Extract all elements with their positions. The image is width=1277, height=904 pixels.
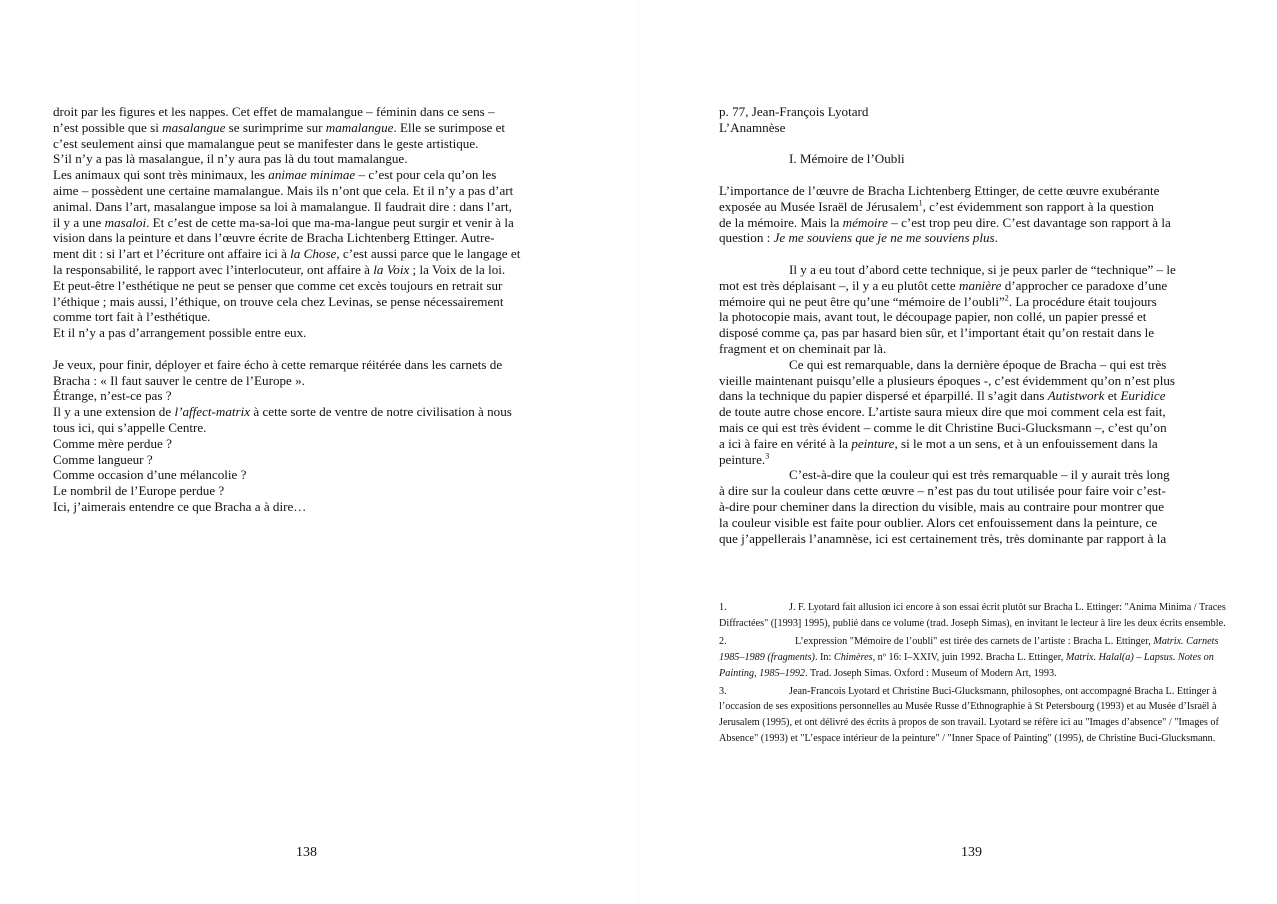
left-page-body-text: [53, 104, 551, 515]
footnote-number: 3.: [719, 685, 727, 697]
text-line: tous ici, qui s’appelle Centre.: [53, 419, 207, 435]
text-line: S’il n’y a pas là masalangue, il n’y aura pas là du tout mamalangue.: [53, 151, 408, 167]
text-line: c’est seulement ainsi que mamalangue peut se manifester dans le geste artistique.: [53, 135, 479, 151]
chapter-title: L’Anamnèse: [719, 119, 786, 135]
italic-text: manière: [959, 277, 1002, 293]
footnote: 3. Jean-Francois Lyotard et Christine Buci-Glucksmann, philosophes, ont accompagné Bracha L. Ettinger à l’occasion de ses expositions personnelles au Musée Russe d’Ethnographie à St Petersbourg (1993) et au Musée d’Israël à Jerusalem (1995), et ont délivré des écrits à propos de son travail. Lyotard se réfère ici au "Images d’absence" / "Images of Absence" (1993) et "L’espace intérieur de la peinture" / "Inner Space of Painting" (1995), de Christine Buci-Glucksmann.: [719, 685, 1219, 745]
text-line: vision dans la peinture et dans l’œuvre écrite de Bracha Lichtenberg Ettinger. Autre-: [53, 230, 495, 246]
footnote-marker: 1: [918, 198, 923, 208]
paragraph-gap: [719, 246, 1219, 262]
footnote: 2. L’expression "Mémoire de l’oubli" est tirée des carnets de l’artiste : Bracha L. Ettinger, Matrix. Carnets 1985–1989 (fragments). In: Chimères, nº 16: I–XXIV, juin 1992. Bracha L. Ettinger, Matrix. Halal(a) – Lapsus. Notes on Painting, 1985–1992. Trad. Joseph Simas. Oxford : Museum of Modern Art, 1993.: [719, 635, 1219, 679]
text-line: Ici, j’aimerais entendre ce que Bracha a à dire…: [53, 498, 307, 514]
text-line: question : Je me souviens que je ne me souviens plus.: [719, 230, 998, 246]
footnote-number: 1.: [719, 602, 727, 613]
text-line: la photocopie mais, avant tout, le découpage papier, non collé, un papier pressé et: [719, 309, 1147, 325]
source-reference: p. 77, Jean-François Lyotard: [719, 104, 869, 119]
italic-text: animae minimae: [268, 167, 356, 183]
text-line: il y a une masaloi. Et c’est de cette ma-sa-loi que ma-ma-langue peut surgir et venir à la: [53, 214, 514, 230]
italic-text: Je me souviens que je ne me souviens plus: [773, 230, 995, 246]
text-line: ment dit : si l’art et l’écriture ont affaire ici à la Chose, c’est aussi parce que le langage et: [53, 246, 521, 262]
text-line: vieille maintenant puisqu’elle a plusieurs époques -, c’est évidemment qu’on n’est plus: [719, 372, 1175, 388]
text-line: l’éthique ; mais aussi, l’éthique, on trouve cela chez Levinas, se pense nécessairement: [53, 293, 504, 309]
italic-text: peinture: [851, 435, 895, 451]
text-line: disposé comme ça, pas par hasard bien sûr, et l’important était qu’on restait dans le: [719, 325, 1155, 341]
footnotes: [719, 600, 1231, 749]
italic-text: Euridice: [1120, 388, 1166, 404]
text-line: Bracha : « Il faut sauver le centre de l’Europe ».: [53, 372, 305, 388]
right-page-body-text: [719, 104, 1219, 546]
paragraph-gap: [53, 341, 551, 357]
text-line: Ce qui est remarquable, dans la dernière époque de Bracha – qui est très: [789, 356, 1167, 372]
text-line: la couleur visible est faite pour oublier. Alors cet enfouissement dans la peinture, ce: [719, 514, 1158, 530]
text-line: a ici à faire en vérité à la peinture, si le mot a un sens, et à un enfouissement dans la: [719, 435, 1158, 451]
italic-text: la Voix: [373, 261, 410, 277]
text-line: exposée au Musée Israël de Jérusalem$^1$, c’est évidemment son rapport à la question: [719, 198, 1154, 214]
text-line: mot est très déplaisant –, il y a eu plutôt cette manière d’approcher ce paradoxe d’une: [719, 277, 1168, 293]
italic-text: Matrix. Carnets 1985–1989 (fragments): [719, 635, 1219, 663]
italic-text: Matrix. Halal(a) – Lapsus. Notes on Painting, 1985–1992: [719, 651, 1214, 679]
text-line: fragment et on cheminait par là.: [719, 340, 887, 356]
text-line: Je veux, pour finir, déployer et faire écho à cette remarque réitérée dans les carnets de: [53, 356, 503, 372]
text-line: à-dire pour cheminer dans la direction du visible, mais au contraire pour montrer que: [719, 498, 1165, 514]
text-line: dans la technique du papier dispersé et éparpillé. Il s’agit dans Autistwork et Euridice: [719, 388, 1166, 404]
text-line: Et peut-être l’esthétique ne peut se penser que comme cet excès toujours en retrait sur: [53, 277, 503, 293]
section-title: I. Mémoire de l’Oubli: [789, 151, 905, 167]
text-line: mémoire qui ne peut être qu’une “mémoire de l’oubli”$^2$. La procédure était toujours: [719, 293, 1157, 309]
italic-text: mamalangue: [325, 119, 394, 135]
text-line: animal. Dans l’art, masalangue impose sa loi à mamalangue. Il faudrait dire : dans l’art,: [53, 198, 512, 214]
italic-text: masalangue: [162, 119, 226, 135]
right-page-number: 139: [961, 845, 982, 860]
text-line: à dire sur la couleur dans cette œuvre – n’est pas du tout utilisée pour faire voir c’est-: [719, 483, 1166, 499]
italic-text: Chimères: [833, 651, 873, 663]
text-line: la responsabilité, le rapport avec l’interlocuteur, ont affaire à la Voix ; la Voix de la loi.: [53, 261, 506, 277]
text-line: Il y a une extension de l’affect-matrix à cette sorte de ventre de notre civilisation à nous: [53, 404, 512, 420]
footnote-marker: 3: [765, 451, 770, 461]
text-line: de toute autre chose encore. L’artiste saura mieux dire que moi comment cela est fait,: [719, 404, 1166, 420]
text-line: Comme mère perdue ?: [53, 435, 172, 451]
text-line: droit par les figures et les nappes. Cet effet de mamalangue – féminin dans ce sens –: [53, 104, 495, 119]
italic-text: Autistwork: [1047, 388, 1105, 404]
text-line: Le nombril de l’Europe perdue ?: [53, 483, 225, 499]
text-line: Et il n’y a pas d’arrangement possible entre eux.: [53, 325, 307, 341]
italic-text: masaloi: [104, 214, 147, 230]
text-line: aime – possèdent une certaine mamalangue. Mais ils n’ont que cela. Et il n’y a pas d’art: [53, 182, 514, 198]
text-line: Étrange, n’est-ce pas ?: [53, 388, 172, 404]
text-line: Comme langueur ?: [53, 451, 153, 467]
left-page-number: 138: [296, 845, 317, 860]
left-page: [0, 0, 638, 904]
footnote-marker: 2: [1004, 293, 1009, 303]
text-line: Il y a eu tout d’abord cette technique, si je peux parler de “technique” – le: [789, 261, 1176, 277]
footnote-number: 2.: [719, 635, 727, 647]
footnote: 1. J. F. Lyotard fait allusion ici encore à son essai écrit plutôt sur Bracha L. Ettinger: "Anima Minima / Traces Diffractées" ([1993] 1995), publié dans ce volume (trad. Joseph Simas), en invitant le lecteur à lire les deux écrits ensemble.: [719, 602, 1226, 629]
text-line: L’importance de l’œuvre de Bracha Lichtenberg Ettinger, de cette œuvre exubérante: [719, 182, 1160, 198]
text-line: n’est possible que si masalangue se surimprime sur mamalangue. Elle se surimpose et: [53, 119, 506, 135]
text-line: que j’appellerais l’anamnèse, ici est certainement très, très dominante par rapport à la: [719, 530, 1167, 546]
text-line: Les animaux qui sont très minimaux, les animae minimae – c’est pour cela qu’on les: [53, 167, 497, 183]
italic-text: mémoire: [842, 214, 888, 230]
text-line: Comme occasion d’une mélancolie ?: [53, 467, 247, 483]
right-page: [639, 0, 1277, 904]
italic-text: l’affect-matrix: [174, 404, 251, 420]
text-line: de la mémoire. Mais la mémoire – c’est trop peu dire. C’est davantage son rapport à la: [719, 214, 1171, 230]
right-page-paragraphs: [719, 183, 1219, 546]
text-line: mais ce qui est très évident – comme le dit Christine Buci-Glucksmann –, c’est qu’on: [719, 419, 1167, 435]
text-line: peinture.$^3$: [719, 451, 770, 467]
italic-text: la Chose: [290, 246, 337, 262]
text-line: comme tort fait à l’esthétique.: [53, 309, 211, 325]
text-line: C’est-à-dire que la couleur qui est très remarquable – il y aurait très long: [789, 467, 1170, 483]
